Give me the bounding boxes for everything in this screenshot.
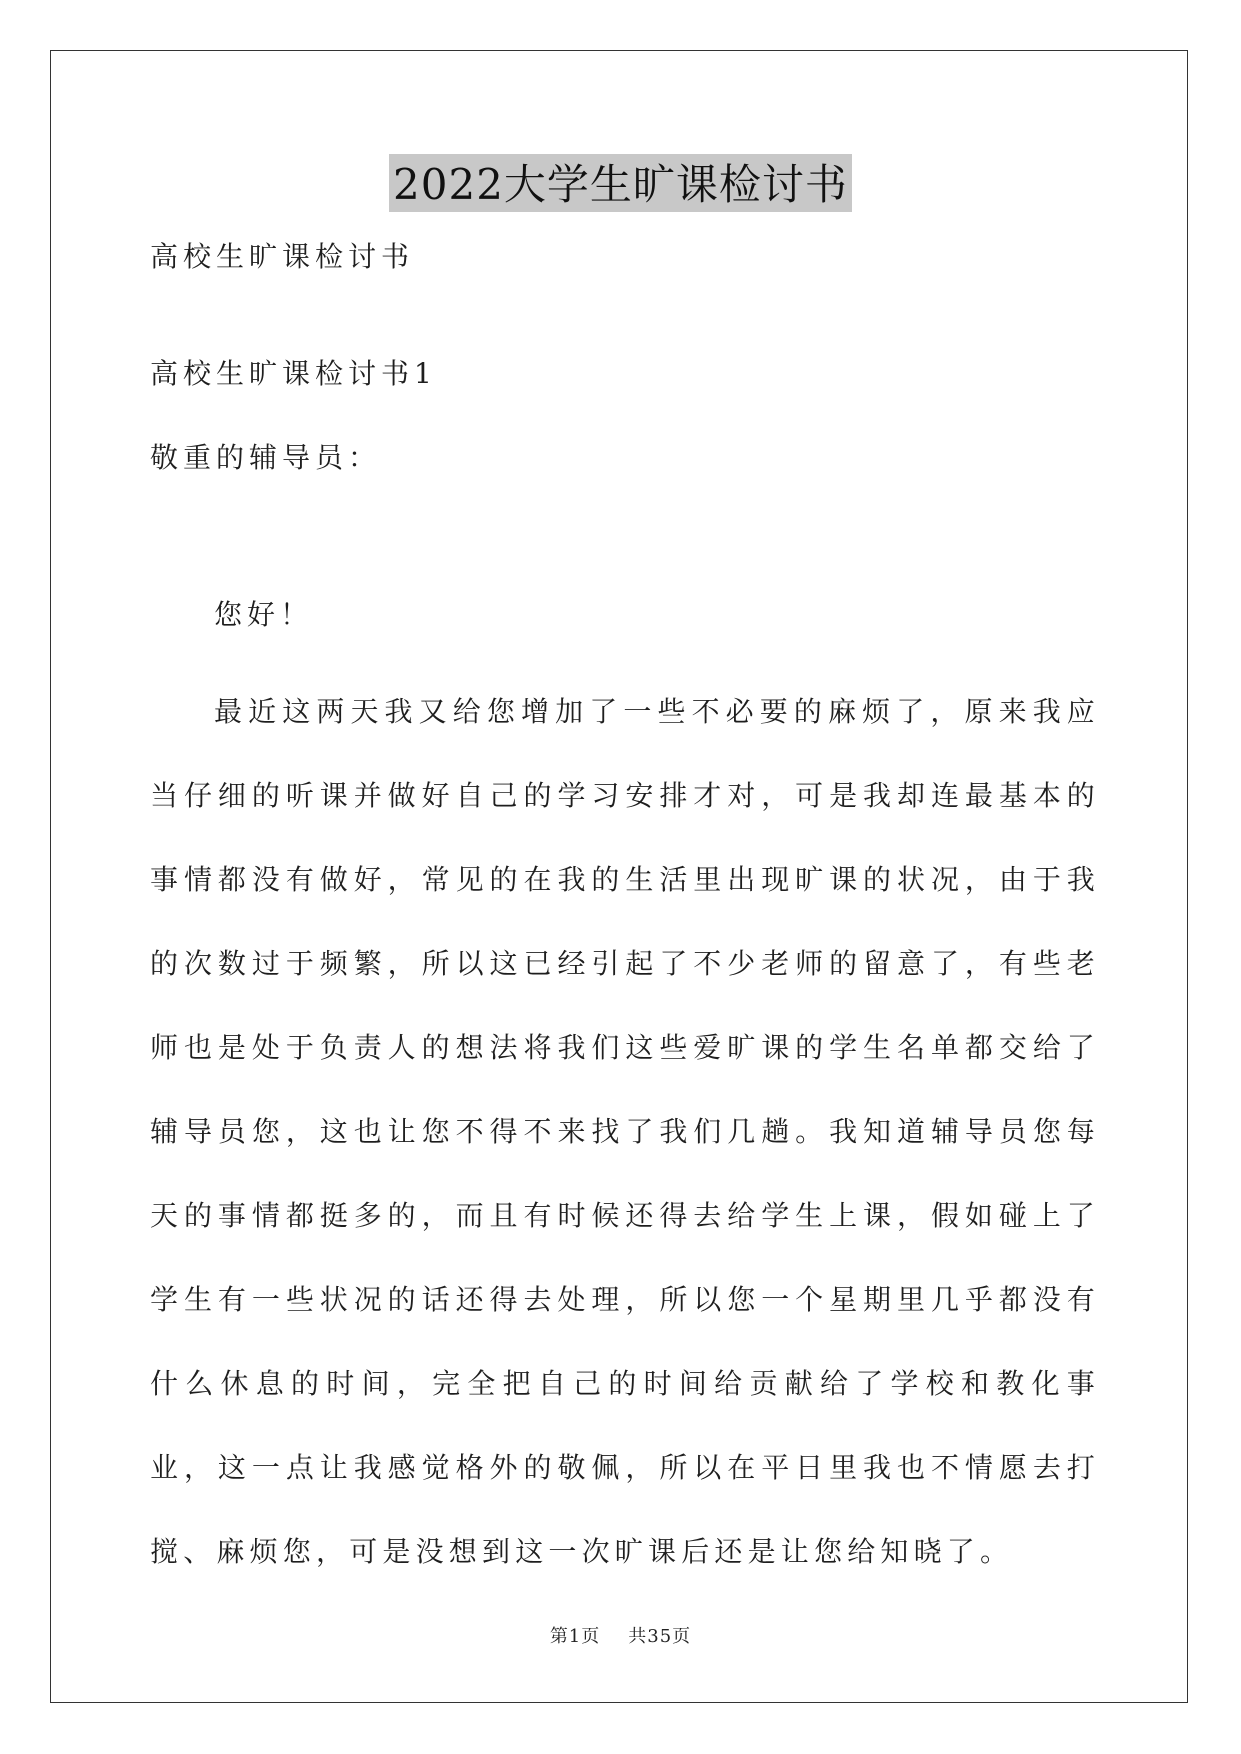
document-title: 2022大学生旷课检讨书 [389,154,852,212]
section-heading: 高校生旷课检讨书1 [150,357,437,390]
page-number: 第1页 [549,1626,601,1647]
page-footer [0,1622,1241,1648]
page-total: 共35页 [628,1626,692,1647]
body-paragraph: 最近这两天我又给您增加了一些不必要的麻烦了，原来我应当仔细的听课并做好自己的学习安排才对，可是我却连最基本的事情都没有做好，常见的在我的生活里出现旷课的状况，由于我的次数过于频繁，所以这已经引起了不少老师的留意了，有些老师也是处于负责人的想法将我们这些爱旷课的学生名单都交给了辅导员您，这也让您不得不来找了我们几趟。我知道辅导员您每天的事情都挺多的，而且有时候还得去给学生上课，假如碰上了学生有一些状况的话还得去处理，所以您一个星期里几乎都没有什么休息的时间，完全把自己的时间给贡献给了学校和教化事业，这一点让我感觉格外的敬佩，所以在平日里我也不情愿去打搅、麻烦您，可是没想到这一次旷课后还是让您给知晓了。 [150,695,1100,1568]
subtitle: 高校生旷课检讨书 [150,240,415,273]
title-container [0,154,1241,212]
salutation: 敬重的辅导员： [150,441,382,474]
greeting: 您好！ [214,598,314,631]
